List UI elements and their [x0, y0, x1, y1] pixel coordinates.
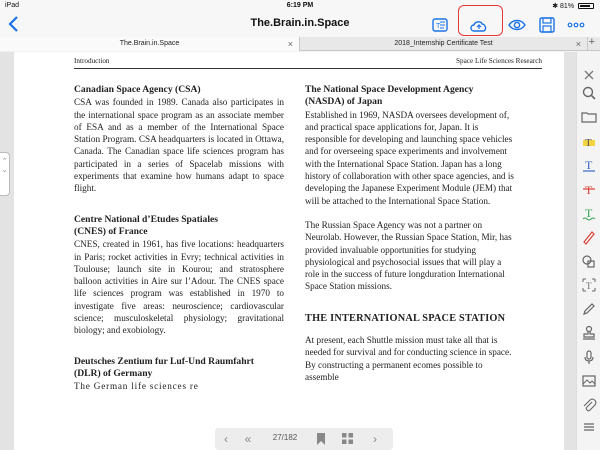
document-tabs	[0, 37, 600, 51]
next-page-button[interactable]	[367, 431, 383, 447]
pdf-page[interactable]	[14, 52, 564, 450]
document-viewer[interactable]	[0, 52, 576, 450]
status-time: 6:19 PM	[286, 2, 314, 9]
microphone-icon	[580, 348, 598, 366]
status-bar	[0, 0, 600, 12]
paperclip-icon	[580, 396, 598, 414]
tab-label: The.Brain.in.Space	[119, 40, 180, 47]
svg-text:T: T	[586, 281, 592, 291]
paragraph: The Russian Space Agency was not a partner on Neurolab. However, the Russian Space Station, Mir, has provided invaluable opportunities for studying physiological and psychosocial issues that will play a role in the success of future longduration International Space Station missions.	[305, 219, 512, 292]
chevron-left-icon	[6, 15, 22, 33]
search-icon	[580, 84, 598, 102]
stamp-tool[interactable]	[580, 324, 598, 342]
tab-brain-in-space[interactable]	[0, 37, 300, 51]
voice-note-tool[interactable]	[580, 348, 598, 366]
tab-close-button[interactable]: ×	[287, 39, 293, 49]
battery-icon	[578, 3, 594, 9]
section-heading: Deutsches Zentium fur Luf-Und Raumfahrt (DLR) of Germany	[74, 355, 254, 379]
page-header	[74, 57, 542, 69]
more-button[interactable]	[566, 15, 586, 35]
section-heading: Canadian Space Agency (CSA)	[74, 84, 201, 95]
status-right	[552, 2, 594, 10]
search-tool[interactable]	[580, 84, 598, 102]
stamp-icon	[580, 324, 598, 342]
nav-bar	[0, 12, 600, 37]
menu-tool[interactable]	[580, 418, 598, 436]
right-column	[305, 84, 515, 392]
tab-label: 2018_Internship Certificate Test	[394, 40, 493, 47]
left-column	[74, 84, 284, 402]
section-body: The German life sciences re	[74, 381, 199, 392]
sidebar-toggle-handle[interactable]	[0, 152, 10, 196]
annotation-toolbar	[576, 52, 600, 450]
battery-percent: 81%	[560, 3, 575, 10]
close-icon	[580, 66, 598, 84]
tab-internship-certificate[interactable]	[300, 37, 588, 51]
underline-text-tool[interactable]	[580, 156, 598, 174]
section-heading: The National Space Development Agency (NASDA) of Japan	[305, 84, 474, 108]
highlighter-text-icon	[580, 132, 598, 150]
grid-view-button[interactable]	[339, 431, 355, 447]
svg-text:T: T	[585, 206, 593, 220]
section-body: CNES, created in 1961, has five locations: headquarters in Paris; rocket activities in Evry; technical activities in Toulouse; launch site in Kourou; and stratosphere balloon activities in Aire sur l’Adour. The CNES space life sciences program was established in 1970 to investigate five areas: neuroscience; cardiovascular science; musculoskeletal physiology; gravitational biology; and exobiology.	[74, 239, 284, 336]
chevron-down-icon: ⌄	[1, 167, 8, 174]
add-tab-button[interactable]: +	[588, 36, 595, 48]
save-button[interactable]	[537, 15, 557, 35]
previous-page-button[interactable]	[218, 431, 234, 447]
pen-icon	[580, 228, 598, 246]
chevron-double-left-icon: «	[244, 432, 252, 446]
svg-text:T: T	[585, 137, 592, 149]
scan-button[interactable]	[430, 15, 450, 35]
shapes-icon	[580, 252, 598, 270]
strikethrough-text-icon	[580, 180, 598, 198]
annotation-highlight-box	[458, 5, 503, 36]
bookmark-icon	[316, 433, 326, 445]
section-heading: THE INTERNATIONAL SPACE STATION	[305, 312, 506, 324]
thumbnail-tool[interactable]	[580, 108, 598, 126]
image-tool[interactable]	[580, 372, 598, 390]
svg-text:T: T	[585, 158, 593, 172]
pencil-icon	[580, 300, 598, 318]
first-page-button[interactable]	[240, 431, 256, 447]
back-button[interactable]	[6, 15, 26, 35]
floppy-disk-icon	[537, 15, 557, 35]
page-indicator[interactable]: 27/182	[272, 433, 298, 442]
collapse-toolbar-button[interactable]	[580, 66, 598, 84]
menu-lines-icon	[580, 418, 598, 436]
underline-text-icon	[580, 156, 598, 174]
strikethrough-text-tool[interactable]	[580, 180, 598, 198]
chevron-left-icon: ‹	[224, 432, 228, 446]
view-mode-button[interactable]	[507, 15, 527, 35]
svg-text:T: T	[436, 23, 441, 30]
note-tool[interactable]	[580, 300, 598, 318]
chevron-up-icon: ⌃	[1, 158, 8, 165]
more-dots-icon	[566, 15, 586, 35]
squiggly-text-icon	[580, 204, 598, 222]
text-box-icon	[580, 276, 598, 294]
squiggly-text-tool[interactable]	[580, 204, 598, 222]
svg-text:T: T	[585, 183, 593, 197]
shape-tool[interactable]	[580, 252, 598, 270]
device-label: iPad	[5, 2, 20, 9]
attachment-tool[interactable]	[580, 396, 598, 414]
section-heading: Centre National d’Etudes Spatiales (CNES) of France	[74, 213, 219, 237]
folder-icon	[580, 108, 598, 126]
text-box-tool[interactable]	[580, 276, 598, 294]
pen-tool[interactable]	[580, 228, 598, 246]
image-icon	[580, 372, 598, 390]
header-left: Introduction	[74, 57, 110, 65]
section-body: At present, each Shuttle mission must take all that is needed for survival and for conducting science in space. By constructing a permanent ecomes possible to assemble	[305, 335, 512, 382]
section-body: Established in 1969, NASDA oversees development of, and practical space applications for, Japan. It is responsible for developing and launching space vehicles and for overseeing space experiments and involvement with the International Space Station. Japan has a long history of collaboration with other space agencies, and is developing the Japanese Experiment Module (JEM) that will be attached to the International Space Station.	[305, 109, 514, 206]
bluetooth-icon: ✱	[552, 3, 559, 10]
scan-ocr-icon	[430, 15, 450, 35]
tab-close-button[interactable]: ×	[575, 39, 581, 49]
section-body: CSA was founded in 1989. Canada also participates in the international space program as an associate member of ESA and as a member of the International Space Station Program. CSA headquarters is located in Ottawa, Canada. The Canadian space life sciences program has participated in a series of Spacelab missions with experiments that examine how humans adapt to space flight.	[74, 97, 284, 194]
chevron-right-icon: ›	[373, 432, 377, 446]
header-right: Space Life Sciences Research	[455, 57, 542, 65]
grid-icon	[342, 433, 353, 444]
bookmark-button[interactable]	[313, 431, 329, 447]
page-navigation-bar	[215, 428, 393, 450]
eye-icon	[507, 15, 527, 35]
highlight-text-tool[interactable]	[580, 132, 598, 150]
document-title: The.Brain.in.Space	[250, 17, 350, 29]
